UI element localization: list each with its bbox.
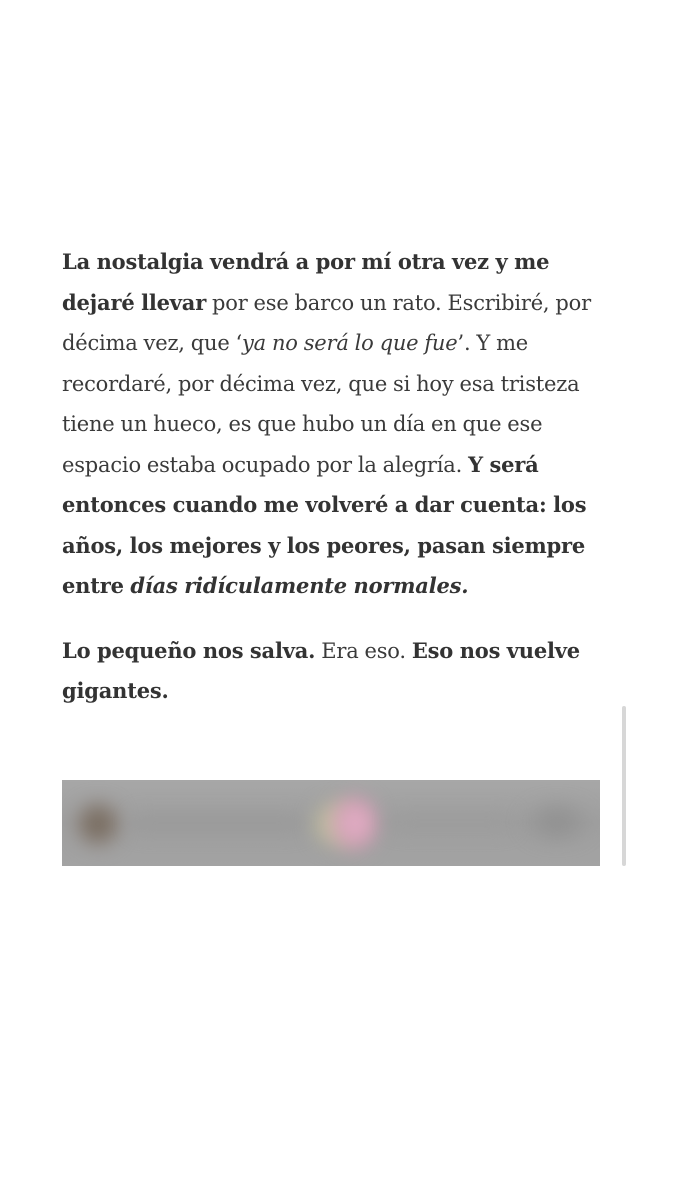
blurred-text — [132, 814, 302, 832]
paragraph-nostalgia — [62, 242, 610, 607]
body-text: ’. Y me recordaré, por décima vez, que si hoy esa tristeza tiene un hueco, es que hubo un día en que ese espacio estaba ocupado por la alegría. — [62, 331, 580, 477]
paragraph-lo-pequeno — [62, 631, 610, 712]
bold-text: Y será entonces cuando me volveré a dar cuenta: los años, los mejores y los peores, pasan siempre entre — [62, 451, 587, 598]
italic-quote: ya no será lo que fue — [242, 331, 458, 355]
bold-text: La nostalgia vendrá a por mí otra vez y me dejaré llevar — [62, 249, 550, 315]
body-text: por ese barco un rato. Escribiré, por décima vez, que ‘ — [62, 290, 591, 355]
scrollbar[interactable] — [622, 706, 626, 866]
blurred-embed[interactable] — [62, 780, 600, 866]
article-body — [62, 242, 610, 712]
blurred-content — [522, 804, 592, 840]
body-text: Era eso. — [315, 638, 412, 663]
bold-text: Eso nos vuelve gigantes. — [62, 637, 580, 703]
avatar — [76, 802, 120, 846]
flower-image — [332, 794, 378, 852]
bold-text: Lo pequeño nos salva. — [62, 637, 316, 663]
blurred-text — [392, 814, 512, 830]
bold-italic-text: días ridículamente normales. — [130, 573, 469, 598]
